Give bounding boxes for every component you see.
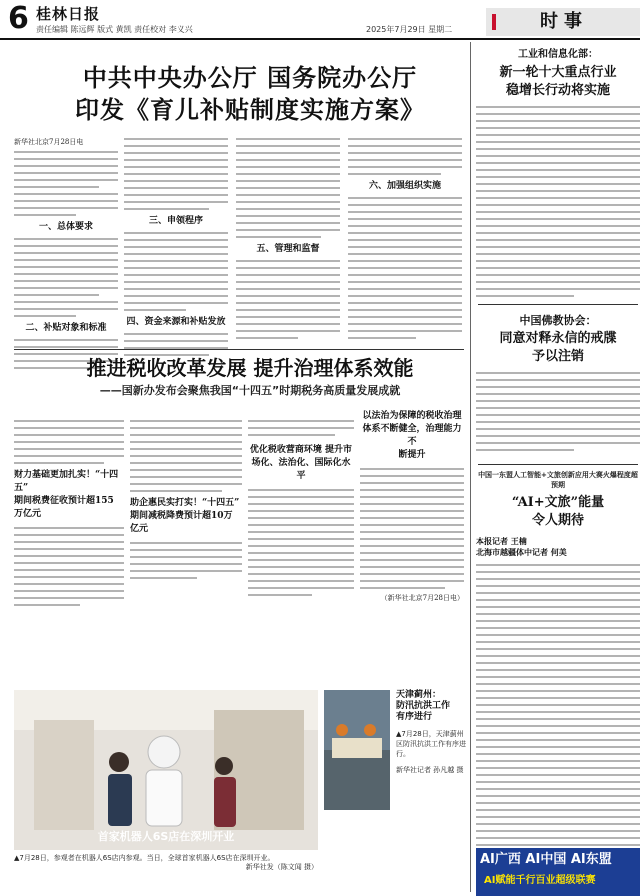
tax-source: （新华社北京7月28日电） (380, 594, 464, 602)
lead-subhead-1: 一、总体要求 (38, 222, 93, 232)
tax-box-2-line-2: 期间减税降费预计超10万 (130, 511, 233, 521)
ai-league-banner-line-1: AI广西 AI中国 AI东盟 (480, 852, 612, 867)
sidebar-story-1-kicker: 工业和信息化部： (518, 49, 598, 60)
lead-body-text (14, 238, 118, 317)
tax-body-text (14, 527, 124, 606)
ai-league-banner (476, 848, 640, 896)
tax-box-2-line-3: 亿元 (130, 524, 149, 534)
masthead-logo: 桂林日报 (36, 5, 101, 23)
tax-box-4-line-2: 体系不断健全，治理能力不 (362, 424, 462, 447)
photo-flood-rescue-credit: 新华社记者 孙凡越 摄 (396, 766, 464, 774)
sidebar-story-3-line-2: 令人期待 (531, 513, 584, 528)
tax-box-4-line-1: 以法治为保障的税收治理 (362, 411, 462, 421)
tax-box-3 (248, 444, 354, 483)
tax-headline-main: 推进税收改革发展 提升治理体系效能 (86, 356, 414, 380)
issue-date: 2025年7月29日 星期二 (366, 25, 453, 34)
lead-subhead-5: 五、管理和监督 (256, 244, 320, 254)
sidebar-story-1-line-3: 稳增长行动将实施 (505, 83, 610, 98)
tax-column-3 (248, 420, 354, 601)
tax-box-3-line-2: 场化、法治化、国际化水平 (251, 458, 351, 481)
section-tab (486, 8, 640, 36)
photo-robot-store-image (14, 690, 318, 850)
section-name: 时事 (540, 11, 588, 32)
sidebar-story-2 (476, 312, 640, 456)
column-separator (470, 42, 471, 892)
lead-column-1 (14, 138, 118, 374)
tax-subheadline: ——国新办发布会聚焦我国“十四五”时期税务高质量发展成就 (99, 384, 401, 397)
photo-flood-rescue-title-1: 天津蓟州： (396, 690, 442, 700)
sidebar-divider (478, 304, 638, 305)
lead-headline-line-1: 中共中央办公厅 国务院办公厅 (82, 63, 418, 92)
sidebar-story-3-kicker: 中国一东盟人工智能+文旅创新应用大赛火爆程度超预期 (478, 471, 638, 489)
header-rule (0, 38, 640, 40)
sidebar-story-3 (476, 470, 640, 858)
tax-column-2 (130, 420, 242, 584)
editor-credits: 责任编辑 陈远辉 版式 黄凯 责任校对 李义兴 (36, 25, 193, 34)
tax-box-1-line-1: 财力基础更加扎实！“十四五” (14, 470, 119, 493)
section-accent (492, 14, 496, 30)
tax-column-4 (360, 410, 464, 603)
photo-robot-store (14, 690, 318, 850)
photo-robot-store-caption-text: ▲7月28日，参观者在机器人6S店内参观。当日，全球首家机器人6S店在深圳开业。 (14, 854, 275, 862)
tax-body-text (14, 420, 124, 464)
photo-flood-rescue-title-2: 防汛抗洪工作 (396, 701, 451, 711)
lead-subhead-4: 四、资金来源和补贴发放 (126, 317, 226, 327)
tax-box-1 (14, 469, 124, 521)
lead-dateline: 新华社北京7月28日电 (14, 138, 84, 146)
tax-box-4-line-3: 断提升 (398, 450, 426, 460)
lead-headline (40, 62, 460, 126)
lead-subhead-6: 六、加强组织实施 (368, 181, 441, 191)
photo-flood-rescue (324, 690, 390, 810)
photo-flood-rescue-image (324, 690, 390, 810)
tax-body-text (248, 489, 354, 596)
photo-flood-rescue-text (396, 690, 466, 775)
lead-body-text (14, 151, 118, 216)
page-number: 6 (8, 1, 29, 36)
tax-box-4 (360, 410, 464, 462)
tax-headline (40, 356, 460, 398)
tax-box-1-line-2: 期间税费征收预计超155 (14, 496, 114, 506)
sidebar-story-2-line-3: 予以注销 (531, 349, 584, 364)
sidebar-story-1-body (476, 106, 640, 297)
sidebar-story-3-tag: 北海市越疆体中记者 何美 (476, 548, 567, 557)
lead-headline-line-2: 印发《育儿补贴制度实施方案》 (75, 95, 425, 124)
sidebar-story-3-line-1: “AI+文旅”能量 (511, 495, 605, 510)
ai-league-banner-line-2: AI赋能千行百业超级联赛 (484, 875, 596, 886)
lead-body-text (124, 333, 228, 356)
section-divider (14, 349, 464, 350)
page-header (0, 0, 640, 40)
tax-body-text (248, 420, 354, 436)
lead-column-2 (124, 138, 228, 361)
lead-body-text (124, 138, 228, 210)
tax-column-1 (14, 420, 124, 611)
photo-robot-store-title: 首家机器人6S店在深圳开业 (97, 830, 235, 843)
photo-flood-rescue-title-3: 有序进行 (396, 712, 433, 722)
lead-body-text (236, 138, 340, 238)
lead-body-text (236, 260, 340, 339)
lead-body-text (124, 232, 228, 311)
photo-flood-rescue-caption: ▲7月28日，天津蓟州区防汛抗洪工作有序进行。 (396, 730, 466, 758)
sidebar-story-2-body (476, 372, 640, 451)
sidebar-story-1 (476, 46, 640, 302)
tax-body-text (130, 420, 242, 492)
lead-body-text (348, 138, 462, 175)
lead-column-4 (348, 138, 462, 344)
photo-robot-store-caption (14, 854, 318, 872)
photo-robot-store-credit: 新华社发（陈文闻 摄） (245, 863, 318, 871)
sidebar-story-3-body (476, 564, 640, 853)
tax-body-text (130, 542, 242, 579)
sidebar-story-3-byline: 本报记者 王楠 (476, 537, 527, 546)
tax-box-2-line-1: 助企惠民实打实！“十四五” (130, 498, 240, 508)
sidebar-divider (478, 464, 638, 465)
sidebar-story-2-line-2: 同意对释永信的戒牒 (499, 331, 617, 346)
tax-box-3-line-1: 优化税收营商环境 提升市 (249, 445, 353, 455)
tax-box-1-line-3: 万亿元 (14, 509, 42, 519)
tax-box-2 (130, 497, 242, 536)
lead-subhead-2: 二、补贴对象和标准 (25, 323, 107, 333)
sidebar-story-2-kicker: 中国佛教协会： (519, 314, 597, 327)
lead-body-text (348, 197, 462, 339)
lead-column-3 (236, 138, 340, 344)
sidebar-story-1-line-2: 新一轮十大重点行业 (499, 65, 617, 80)
lead-subhead-3: 三、申领程序 (148, 216, 203, 226)
tax-body-text (360, 468, 464, 589)
